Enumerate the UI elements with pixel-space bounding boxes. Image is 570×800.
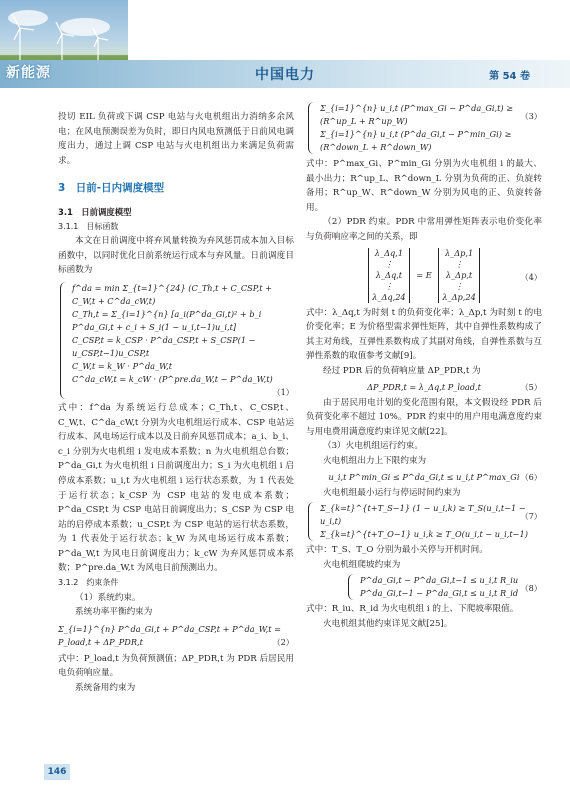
- section-logo: 新能源: [6, 65, 51, 81]
- definition-paragraph: 式中：P_load,t 为负荷预测值；ΔP_PDR,t 为 PDR 后居民用电负荷响应量。: [58, 653, 294, 679]
- section-title: 3 日前-日内调度模型: [58, 182, 165, 195]
- eq8-line: P^da_Gi,t − P^da_Gi,t−1 ≤ u_i,t R_iu: [360, 575, 519, 586]
- eq5-body: ΔP_PDR,t = λ_Δq,t P_load,t: [367, 381, 481, 392]
- page-number: 146: [44, 764, 70, 780]
- pdr-paragraph-2: 由于居民用电计划的变化范围有限，本文假设经 PDR 后负荷变化率不超过 10%。PDR 约束中的用户用电满意度约束与用电费用满意度约束详见文献[22]。: [306, 397, 542, 437]
- definition-paragraph: 式中：P^max_Gi、P^min_Gi 分别为火电机组 i 的最大、最小出力；R^up_L、R^down_L 分别为负荷的正、负旋转备用；R^up_W、R^down_W 分别为风电的正、负旋转备用。: [306, 159, 542, 213]
- equation-4: [306, 248, 542, 303]
- journal-title: 中国电力: [255, 67, 315, 83]
- equation-number: （1）: [272, 386, 294, 397]
- matrix-entry: λ_Δp,24: [442, 291, 476, 302]
- eq7-line: Σ_{k=t}^{t+T_S−1} (1 − u_i,k) ≥ T_S(u_i,t−1 − u_i,t): [320, 503, 526, 527]
- equation-number: （4）: [520, 271, 542, 282]
- constraint-heading: （3）火电机组运行约束。: [323, 441, 423, 452]
- eq3-line: Σ_{i=1}^{n} u_i,t (P^max_Gi − P^da_Gi,t) ≥ (R^up_L + R^up_W): [320, 103, 514, 126]
- matrix-entry: λ_Δp,1: [444, 247, 474, 258]
- definition-paragraph: 式中：R_iu、R_id 为火电机组 i 的上、下爬坡率限值。: [306, 604, 519, 615]
- equation-number: （8）: [520, 583, 542, 594]
- left-column: [58, 110, 294, 696]
- min-time-paragraph: 火电机组最小运行与停运时间约束为: [323, 487, 461, 498]
- objective-paragraph: 本文在日前调度中将弃风量转换为弃风惩罚成本加入目标函数中，以同时优化日前系统运行成本与弃风量。日前调度目标函数为: [58, 236, 294, 276]
- matrix-operator: = E: [416, 269, 432, 280]
- eq1-line: f^da = min Σ_{t=1}^{24} (C_Th,t + C_CSP,t + C_W,t + C^da_cW,t): [72, 282, 272, 306]
- matrix-entry: ⋮: [454, 258, 464, 269]
- constraint-text: 系统功率平衡约束为: [75, 607, 153, 618]
- subsection-title: 3.1 日前调度模型: [58, 206, 132, 217]
- equation-number: （5）: [520, 381, 542, 392]
- intro-paragraph: 投切 EIL 负荷或下调 CSP 电站与火电机组出力消纳多余风电；在风电预测误差为负时，即日内风电预测低于日前风电调度出力，通过上调 CSP 电站与火电机组出力来满足负荷需求。: [58, 112, 294, 166]
- matrix-entry: λ_Δq,1: [374, 247, 404, 258]
- eq1-line: C_W,t = k_W · P^da_W,t: [72, 360, 173, 371]
- definition-paragraph: 式中：f^da 为系统运行总成本；C_Th,t、C_CSP,t、C_W,t、C^da_cW,t 分别为火电机组运行成本、CSP 电站运行成本、风电场运行成本以及日前弃风惩罚成本；a_i、b_i、c_i 分别为火电机组 i 发电成本系数；n 为火电机组总台数；P^da_Gi,t 为火电机组 i 日前调度出力；S_i 为火电机组 i 启停成本系数；u_i,t 为火电机组 i 运行状态系数，为 1 代表处于运行状态；k_CSP 为 CSP 电站的发电成本系数；P^da_CSP,t 为 CSP 电站日前调度出力；S_CSP 为 CSP 电站的启停成本系数；u_CSP,t 为 CSP 电站的运行状态系数，为 1 代表处于运行状态；k_W 为风电场运行成本系数；P^da_W,t 为风电日前调度出力；k_cW 为弃风惩罚成本系数；P^pre.da_W,t 为风电日前预测出力。: [58, 402, 294, 574]
- eq1-line: C^da_cW,t = k_cW · (P^pre.da_W,t − P^da_W,t): [72, 373, 273, 384]
- matrix-entry: ⋮: [384, 280, 394, 291]
- pdr-paragraph: 经过 PDR 后的负荷响应量 ΔP_PDR,t 为: [323, 365, 481, 376]
- equation-3: [306, 102, 542, 154]
- equation-number: （3）: [520, 111, 542, 121]
- equation-7: [306, 502, 542, 541]
- equation-number: （7）: [520, 511, 542, 522]
- matrix-entry: λ_Δq,24: [372, 291, 406, 302]
- equation-6: [306, 471, 542, 484]
- definition-paragraph: 式中：T_S、T_O 分别为最小关停与开机时间。: [306, 545, 488, 556]
- matrix-entry: λ_Δq,t: [375, 269, 403, 280]
- equation-number: （2）: [272, 636, 294, 647]
- subsubsection-title: 3.1.1 目标函数: [58, 221, 119, 231]
- equation-2: [58, 623, 294, 649]
- equation-5: [306, 381, 542, 394]
- subsubsection-title: 3.1.2 约束条件: [58, 578, 119, 588]
- ramp-paragraph: 火电机组爬坡约束为: [323, 559, 401, 570]
- brace: [308, 502, 316, 541]
- matrix-entry: ⋮: [384, 258, 394, 269]
- brace: [308, 102, 316, 154]
- eq7-line: Σ_{k=t}^{t+T_O−1} u_i,k ≥ T_O(u_i,t − u_i,t−1): [320, 529, 528, 540]
- reserve-paragraph: 系统备用约束为: [75, 683, 136, 694]
- right-column: [306, 100, 542, 631]
- brace: [60, 282, 68, 399]
- eq8-line: P^da_Gi,t−1 − P^da_Gi,t ≤ u_i,t R_id: [360, 588, 519, 599]
- equation-8: [346, 574, 542, 600]
- definition-paragraph: 式中：λ_Δq,t 为时刻 t 的负荷变化率；λ_Δp,t 为时刻 t 的电价变化率；E 为价格型需求弹性矩阵，其中自弹性系数构成了其主对角线，互弹性系数构成了其副对角线，自弹性系数与互弹性系数的取值参考文献[9]。: [306, 307, 542, 362]
- eq3-line: Σ_{i=1}^{n} u_i,t (P^da_Gi,t − P^min_Gi) ≥ (R^down_L + R^down_W): [320, 129, 512, 152]
- other-constraints-paragraph: 火电机组其他约束详见文献[25]。: [323, 618, 453, 629]
- matrix-left: [368, 248, 409, 303]
- eq6-body: u_i,t P^min_Gi ≤ P^da_Gi,t ≤ u_i,t P^max_Gi: [328, 471, 520, 482]
- constraint-heading: （1）系统约束。: [75, 592, 141, 603]
- volume-label: 第 54 卷: [489, 71, 530, 82]
- equation-number: （6）: [520, 471, 542, 482]
- brace: [348, 574, 356, 600]
- eq2-body: Σ_{i=1}^{n} P^da_Gi,t + P^da_CSP,t + P^da_W,t = P_load,t + ΔP_PDR,t: [58, 623, 282, 647]
- page-header: [0, 0, 570, 88]
- equation-1: [58, 282, 294, 399]
- matrix-entry: ⋮: [454, 280, 464, 291]
- constraint-text: 火电机组出力上下限约束为: [323, 455, 427, 466]
- matrix-entry: λ_Δp,t: [445, 269, 473, 280]
- eq1-line: C_CSP,t = k_CSP · P^da_CSP,t + S_CSP(1 − u_CSP,t−1)u_CSP,t: [72, 334, 256, 358]
- eq1-line: C_Th,t = Σ_{i=1}^{n} [a_i(P^da_Gi,t)² + b_i P^da_Gi,t + c_i + S_i(1 − u_i,t−1)u_i,t]: [72, 308, 262, 332]
- matrix-right: [438, 248, 479, 303]
- constraint-paragraph: （2）PDR 约束。PDR 中常用弹性矩阵表示电价变化率与负荷响应率之间的关系，即: [306, 217, 542, 242]
